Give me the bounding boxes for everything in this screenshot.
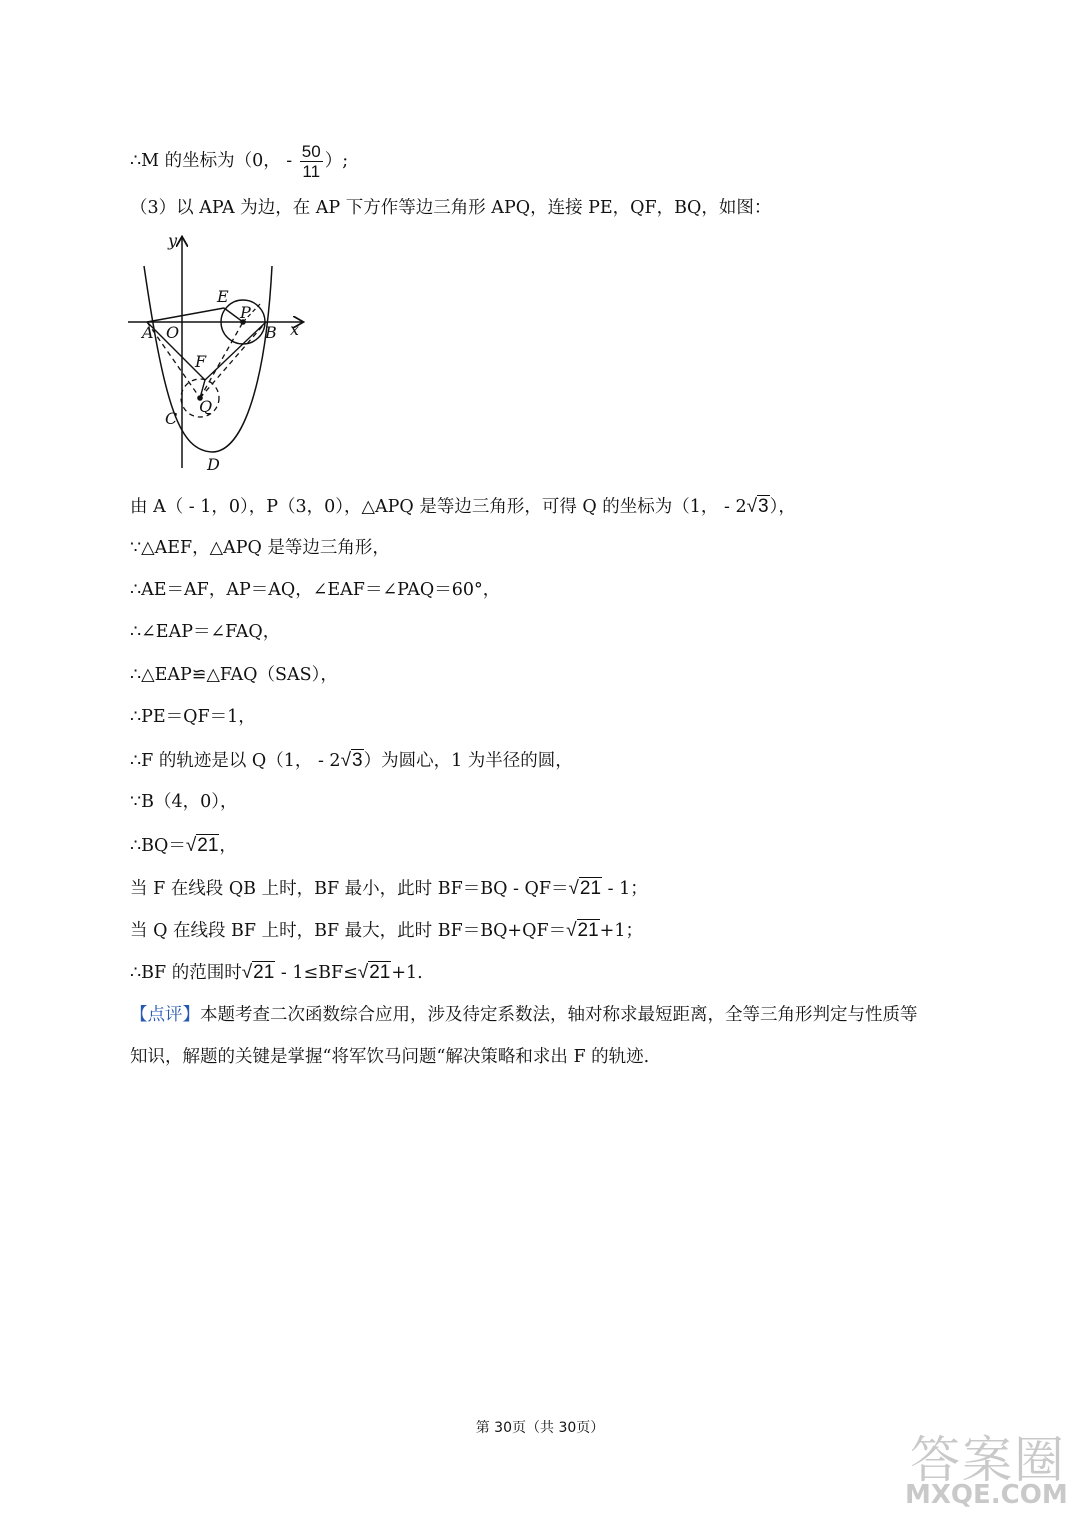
sqrt: √21	[568, 878, 602, 899]
line-because-equilateral: ∵△AEF，△APQ 是等边三角形，	[130, 538, 390, 558]
line-equal-sides: ∴AE＝AF，AP＝AQ，∠EAF＝∠PAQ＝60°，	[130, 580, 501, 600]
sqrt: √21	[241, 962, 275, 983]
line-equal-angles: ∴∠EAP＝∠FAQ，	[130, 622, 281, 642]
label-c: C	[165, 409, 178, 428]
line-comment: 【点评】本题考查二次函数综合应用，涉及待定系数法，轴对称求最短距离，全等三角形判定与性质等	[130, 1005, 918, 1025]
label-p: P	[240, 303, 251, 322]
label-x: x	[290, 320, 300, 339]
label-d: D	[207, 455, 220, 474]
label-a: A	[142, 323, 154, 342]
line-comment-cont: 知识，解题的关键是掌握“将军饮马问题“解决策略和求出 F 的轨迹.	[130, 1047, 650, 1067]
sqrt: √3	[746, 496, 769, 517]
sqrt: √21	[566, 920, 599, 941]
line-bq: ∴BQ＝√21，	[130, 835, 237, 856]
line-part3-intro: （3）以 APA 为边，在 AP 下方作等边三角形 APQ，连接 PE，QF，BQ，如图：	[130, 198, 772, 218]
parabola-figure	[120, 230, 320, 478]
page-footer: 第 30页（共 30页）	[475, 1420, 605, 1436]
watermark	[900, 1420, 1070, 1520]
line-m-coordinate: ∴M 的坐标为（0， - $\frac{50}{11}$ ）;	[130, 142, 349, 181]
line-f-locus: ∴F 的轨迹是以 Q（1， - 2√3）为圆心，1 为半径的圆，	[130, 750, 573, 771]
line-pe-qf: ∴PE＝QF＝1，	[130, 707, 256, 727]
watermark-site: MXQE.COM	[905, 1480, 1068, 1510]
label-o: O	[166, 323, 180, 342]
parabola-curve	[144, 266, 272, 452]
sqrt: √3	[340, 750, 363, 771]
line-bf-min: 当 F 在线段 QB 上时，BF 最小，此时 BF＝BQ - QF＝√21 - 1；	[130, 878, 648, 899]
line-b-point: ∵B（4，0），	[130, 792, 238, 812]
line-bf-max: 当 Q 在线段 BF 上时，BF 最大，此时 BF＝BQ+QF＝√21+1；	[130, 920, 643, 941]
sqrt: √21	[185, 835, 219, 856]
label-f: F	[195, 352, 207, 371]
watermark-logo-text: 答案圈	[910, 1431, 1066, 1489]
sqrt: √21	[357, 962, 391, 983]
label-b: B	[265, 323, 277, 342]
comment-tag: 【点评】	[130, 1005, 200, 1025]
label-y: y	[168, 231, 178, 250]
label-q: Q	[199, 397, 213, 416]
line-q-coordinate: 由 A（ - 1，0），P（3，0），△APQ 是等边三角形，可得 Q 的坐标为（1， - 2√3），	[130, 496, 796, 517]
fraction: $\frac{50}{11}$	[301, 142, 321, 181]
label-e: E	[217, 287, 229, 306]
line-congruent: ∴△EAP≌△FAQ（SAS），	[130, 665, 338, 685]
line-bf-range: ∴BF 的范围时√21 - 1≤BF≤√21+1.	[130, 962, 423, 983]
